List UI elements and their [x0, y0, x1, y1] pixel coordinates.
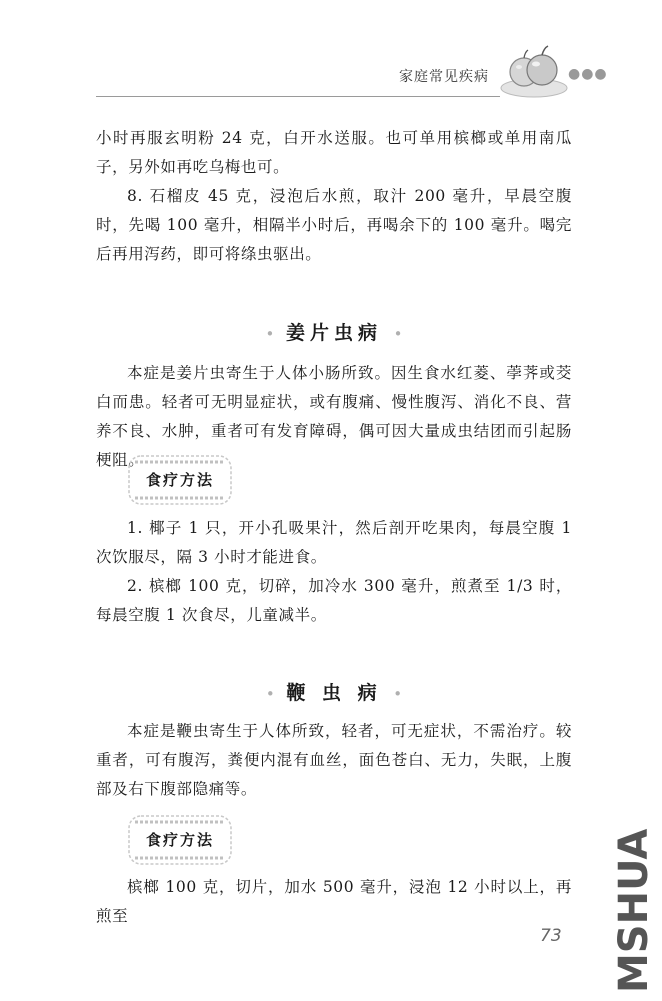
section-heading-fasciolopsiasis	[96, 318, 572, 345]
badge-label: 食疗方法	[145, 471, 214, 489]
badge-label: 食疗方法	[145, 831, 214, 849]
apple-illustration	[498, 40, 568, 104]
watermark	[603, 828, 659, 995]
header-title: 家庭常见疾病	[399, 69, 489, 85]
paragraph-continuation: 小时再服玄明粉 24 克，白开水送服。也可单用槟榔或单用南瓜子，另外如再吃乌梅也可。	[96, 129, 572, 176]
diet-therapy-badge	[127, 454, 233, 506]
paragraph-trichuriasis-description: 本症是鞭虫寄生于人体所致，轻者，可无症状，不需治疗。较重者，可有腹泻，粪便内混有血丝，面色苍白、无力，失眠，上腹部及右下腹部隐痛等。	[96, 722, 572, 798]
watermark-text: MSHUA	[611, 828, 657, 993]
header-rule	[96, 96, 500, 97]
heading-bullet: •	[265, 685, 275, 703]
page-number: 73	[540, 926, 562, 946]
diet-therapy-badge	[127, 814, 233, 866]
paragraph-remedy-8: 8. 石榴皮 45 克，浸泡后水煎，取汁 200 毫升，早晨空腹时，先喝 100 毫升，相隔半小时后，再喝余下的 100 毫升。喝完后再用泻药，即可将绦虫驱出。	[96, 187, 572, 263]
section-heading-trichuriasis	[96, 678, 572, 705]
paragraph-remedy-coconut: 1. 椰子 1 只，开小孔吸果汁，然后剖开吃果肉，每晨空腹 1 次饮服尽，隔 3 小时才能进食。	[96, 519, 572, 566]
paragraph-fasciolopsiasis-description: 本症是姜片虫寄生于人体小肠所致。因生食水红菱、荸荠或茭白而患。轻者可无明显症状，或有腹痛、慢性腹泻、消化不良、营养不良、水肿，重者可有发育障碍，偶可因大量成虫结团而引起肠梗阻。	[96, 364, 572, 469]
section-title: 鞭 虫 病	[286, 682, 382, 704]
heading-bullet: •	[265, 325, 275, 343]
header-dots: ●●●	[568, 66, 608, 82]
section-title: 姜片虫病	[285, 322, 382, 344]
paragraph-remedy-areca-soak: 槟榔 100 克，切片，加水 500 毫升，浸泡 12 小时以上，再煎至	[96, 878, 572, 925]
paragraph-remedy-areca: 2. 槟榔 100 克，切碎，加冷水 300 毫升，煎煮至 1/3 时，每晨空腹 1 次食尽，儿童减半。	[96, 577, 572, 624]
heading-bullet: •	[393, 325, 403, 343]
heading-bullet: •	[393, 685, 403, 703]
